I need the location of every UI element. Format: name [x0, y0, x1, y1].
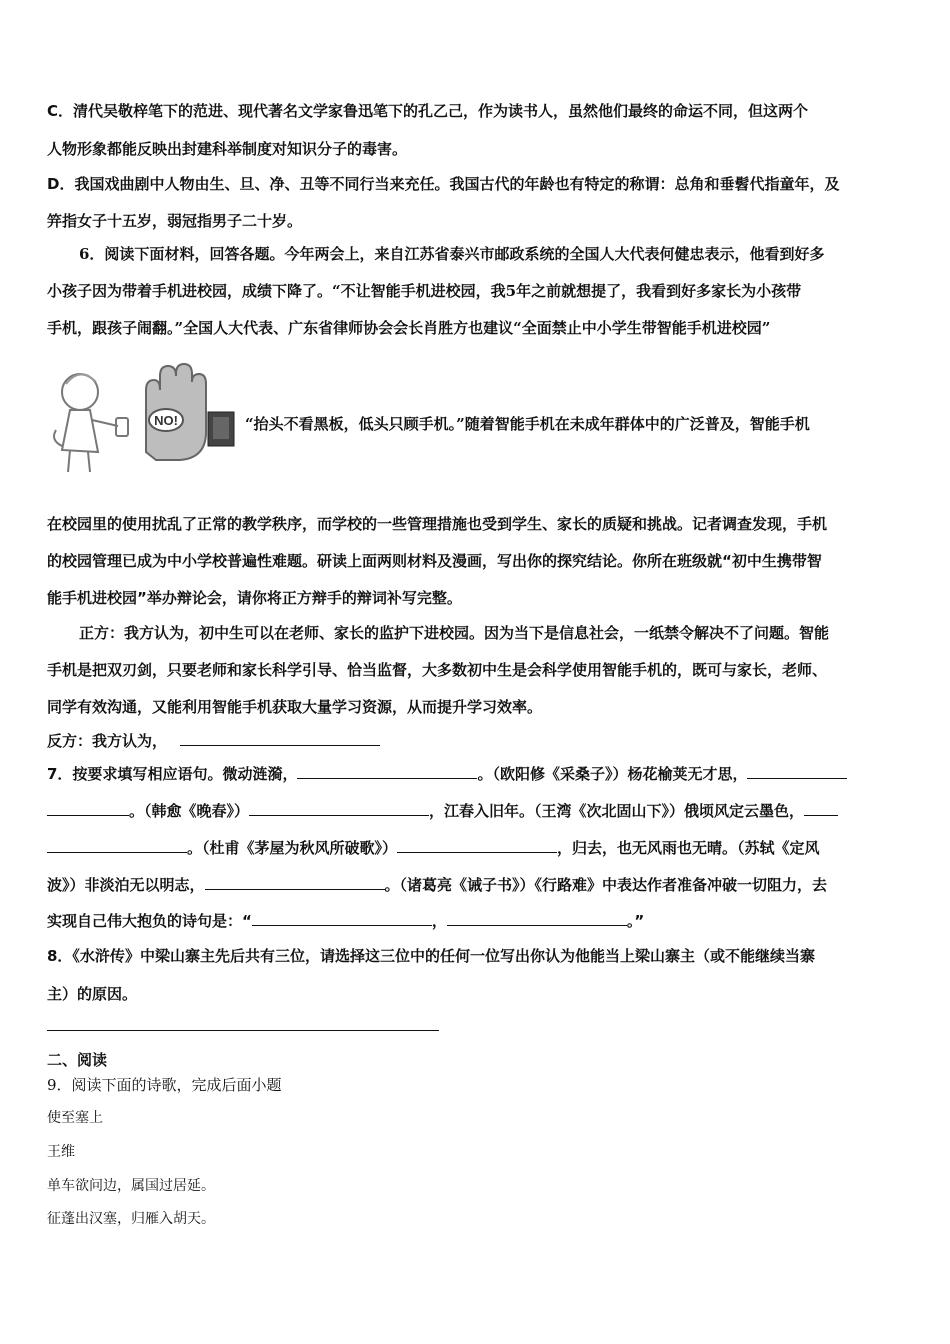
q7-prompt: 7．按要求填写相应语句。微动涟漪，	[47, 765, 298, 783]
q7-text-k: 。”	[626, 912, 645, 930]
q6-line-2: 小孩子因为带着手机进校园，成绩下降了。“不让智能手机进校园，我5年之前就想提了，我看到好多家长为小孩带	[47, 282, 802, 300]
q7-blank-8[interactable]	[447, 911, 627, 926]
q7-text-g: 波》）非淡泊无以明志，	[47, 876, 205, 894]
poem-line-1: 单车欲问边，属国过居延。	[47, 1178, 215, 1194]
q7-line-3	[47, 838, 907, 858]
q8-line-1: 8．《水浒传》中梁山寨主先后共有三位，请选择这三位中的任何一位写出你认为他能当上梁山寨主（或不能继续当寨	[47, 947, 815, 965]
q6-line-5: 在校园里的使用扰乱了正常的教学秩序，而学校的一些管理措施也受到学生、家长的质疑和挑战。记者调查发现，手机	[47, 515, 828, 533]
q7-blank-2a[interactable]	[747, 764, 847, 779]
q7-blank-2b[interactable]	[47, 801, 129, 816]
option-c-line-2: 人物形象都能反映出封建科举制度对知识分子的毒害。	[47, 140, 408, 158]
q6-line-10: 同学有效沟通，又能利用智能手机获取大量学习资源，从而提升学习效率。	[47, 698, 543, 716]
poem-line-2: 征蓬出汉塞，归雁入胡天。	[47, 1211, 215, 1227]
q7-text-f: ，归去，也无风雨也无晴。（苏轼《定风	[557, 839, 820, 857]
poem-author: 王维	[47, 1144, 75, 1160]
q7-line-4	[47, 875, 907, 895]
cartoon-image	[48, 360, 238, 482]
q6-opposing-label: 反方：我方认为，	[47, 732, 168, 750]
q7-line-1	[47, 764, 907, 784]
cartoon-no-label: NO!	[154, 413, 178, 428]
q7-blank-4a[interactable]	[804, 801, 838, 816]
q8-line-2: 主）的原因。	[47, 985, 138, 1003]
q7-blank-6[interactable]	[205, 875, 385, 890]
q7-blank-4b[interactable]	[47, 838, 187, 853]
q6-line-4: “抬头不看黑板，低头只顾手机。”随着智能手机在未成年群体中的广泛普及，智能手机	[245, 415, 810, 433]
q9-intro: 9．阅读下面的诗歌，完成后面小题	[47, 1076, 282, 1094]
q7-text-c: 。（韩愈《晚春》）	[129, 802, 250, 820]
q7-line-5	[47, 911, 907, 931]
q7-line-2	[47, 801, 907, 821]
option-c-line-1: C．清代吴敬梓笔下的范进、现代著名文学家鲁迅笔下的孔乙己，作为读书人，虽然他们最终的命运不同，但这两个	[47, 102, 809, 120]
q6-line-9: 手机是把双刃剑，只要老师和家长科学引导、恰当监督，大多数初中生是会科学使用智能手机的，既可与家长，老师、	[47, 661, 828, 679]
poem-title: 使至塞上	[47, 1110, 103, 1126]
q7-blank-5[interactable]	[397, 838, 557, 853]
q7-text-h: 。（诸葛亮《诫子书》）《行路难》中表达作者准备冲破一切阻力，去	[384, 876, 828, 894]
q7-blank-7[interactable]	[252, 911, 432, 926]
q6-line-8: 正方：我方认为，初中生可以在老师、家长的监护下进校园。因为当下是信息社会，一纸禁令解决不了问题。智能	[79, 624, 830, 642]
q7-blank-1[interactable]	[297, 764, 477, 779]
option-d-line-2: 笄指女子十五岁，弱冠指男子二十岁。	[47, 212, 303, 230]
opposing-answer-blank[interactable]	[180, 731, 380, 746]
q7-blank-3[interactable]	[249, 801, 429, 816]
q7-text-j: ，	[431, 912, 447, 930]
option-d-line-1: D．我国戏曲剧中人物由生、旦、净、丑等不同行当来充任。我国古代的年龄也有特定的称谓：总角和垂髫代指童年，及	[47, 175, 840, 193]
q6-line-3: 手机，跟孩子闹翻。”全国人大代表、广东省律师协会会长肖胜方也建议“全面禁止中小学生带智能手机进校园”	[47, 319, 771, 337]
q7-text-i: 实现自己伟大抱负的诗句是：“	[47, 912, 252, 930]
q6-line-6: 的校园管理已成为中小学校普遍性难题。研读上面两则材料及漫画，写出你的探究结论。你所在班级就“初中生携带智	[47, 552, 822, 570]
section-heading: 二、阅读	[47, 1051, 108, 1069]
q6-line-1: 6．阅读下面材料，回答各题。今年两会上，来自江苏省泰兴市邮政系统的全国人大代表何健忠表示，他看到好多	[79, 245, 825, 263]
q7-text-e: 。（杜甫《茅屋为秋风所破歌》）	[187, 839, 398, 857]
q6-line-11	[47, 731, 907, 751]
q8-answer-line[interactable]	[47, 1030, 439, 1031]
q6-line-7: 能手机进校园”举办辩论会，请你将正方辩手的辩词补写完整。	[47, 589, 462, 607]
q7-text-b: 。（欧阳修《采桑子》）杨花榆荚无才思，	[477, 765, 748, 783]
q7-text-d: ，江春入旧年。（王湾《次北固山下》）俄顷风定云墨色，	[429, 802, 805, 820]
